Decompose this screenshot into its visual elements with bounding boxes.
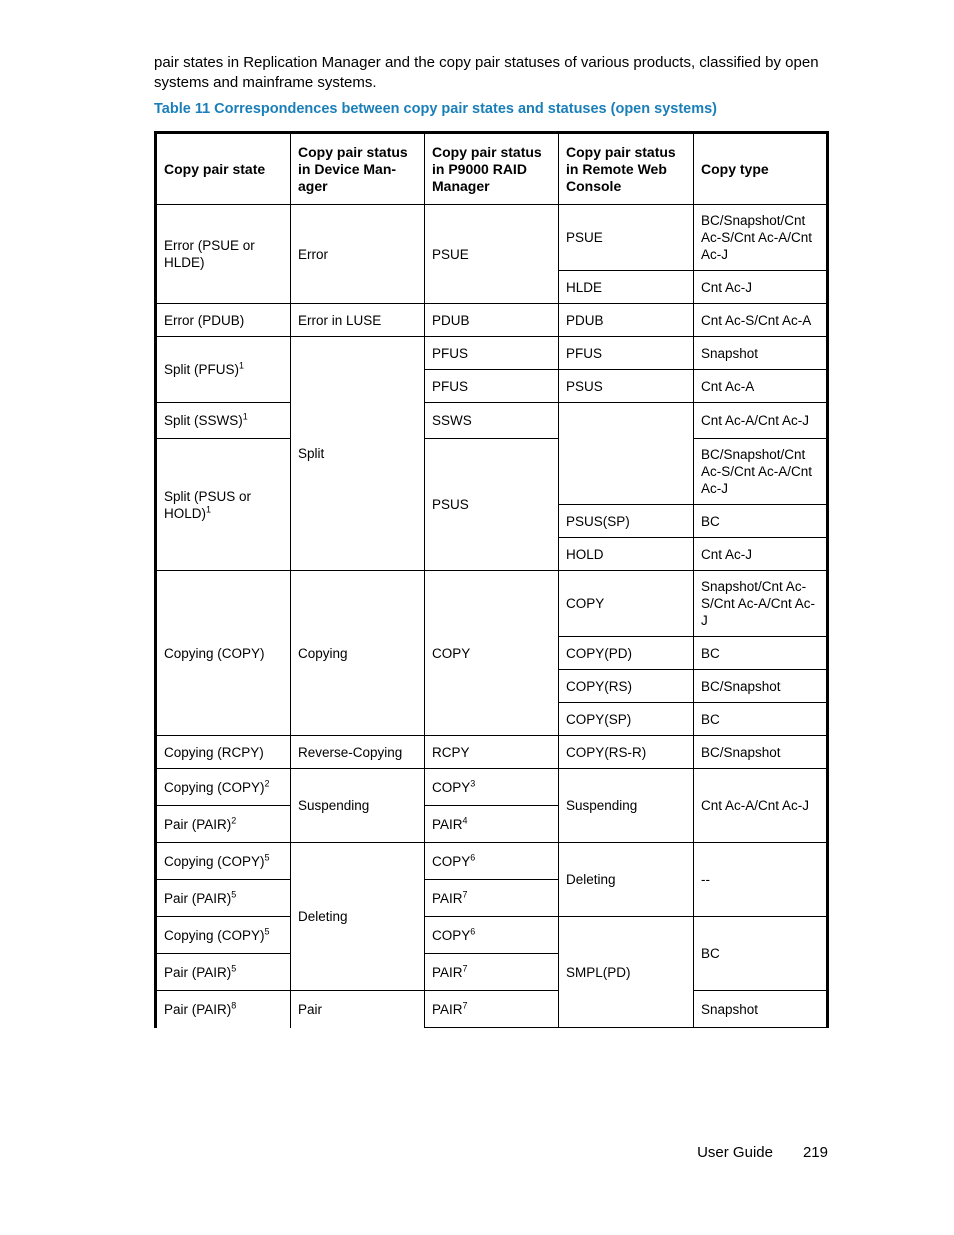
- cell-type: BC/Snapshot/Cnt Ac-S/Cnt Ac-A/Cnt Ac-J: [694, 205, 828, 271]
- cell-type: BC/Snapshot: [694, 736, 828, 769]
- cell-dm: Reverse-Copying: [291, 736, 425, 769]
- cell-dm: Copying: [291, 571, 425, 736]
- cell-rwc: COPY(RS-R): [559, 736, 694, 769]
- cell-rwc: COPY(RS): [559, 670, 694, 703]
- cell-rwc: PDUB: [559, 304, 694, 337]
- table-row: [156, 304, 828, 337]
- cell-rwc: COPY(PD): [559, 637, 694, 670]
- cell-raid: PAIR$^7$: [425, 991, 559, 1028]
- header-device-manager: Copy pair status in Device Man-ager: [291, 133, 425, 205]
- cell-state: Error (PSUE or HLDE): [156, 205, 291, 304]
- cell-rwc: PSUS: [559, 370, 694, 403]
- page-number: 219: [802, 1144, 828, 1161]
- cell-type: Cnt Ac-S/Cnt Ac-A: [694, 304, 828, 337]
- cell-type: Snapshot: [694, 991, 828, 1028]
- cell-raid: PSUS: [425, 439, 559, 571]
- cell-dm: Error in LUSE: [291, 304, 425, 337]
- intro-paragraph: pair states in Replication Manager and the copy pair statuses of various products, classified by open systems and mainframe systems.: [154, 54, 819, 91]
- cell-type: Snapshot/Cnt Ac-S/Cnt Ac-A/Cnt Ac-J: [694, 571, 828, 637]
- cell-type: BC/Snapshot/Cnt Ac-S/Cnt Ac-A/Cnt Ac-J: [694, 439, 828, 505]
- cell-state: Error (PDUB): [156, 304, 291, 337]
- cell-state: Copying (COPY)$^5$: [156, 843, 291, 880]
- cell-rwc: COPY(SP): [559, 703, 694, 736]
- header-remote-web-console: Copy pair status in Remote Web Console: [559, 133, 694, 205]
- cell-rwc: PSUS(SP): [559, 505, 694, 538]
- cell-dm: Pair: [291, 991, 425, 1028]
- cell-rwc: SMPL(PD): [559, 917, 694, 1028]
- cell-rwc: Deleting: [559, 843, 694, 917]
- cell-state: Split (SSWS)$^1$: [156, 403, 291, 439]
- pair-state-table: [154, 131, 829, 1028]
- cell-dm: Suspending: [291, 769, 425, 843]
- cell-raid: COPY$^3$: [425, 769, 559, 806]
- table-row: [156, 991, 828, 1028]
- cell-raid: PAIR$^4$: [425, 806, 559, 843]
- cell-raid: PDUB: [425, 304, 559, 337]
- cell-rwc: COPY: [559, 571, 694, 637]
- table-row: [156, 205, 828, 271]
- cell-raid: PSUE: [425, 205, 559, 304]
- cell-raid: COPY$^6$: [425, 917, 559, 954]
- cell-dm: Split: [291, 337, 425, 571]
- cell-state: Pair (PAIR)$^5$: [156, 880, 291, 917]
- cell-rwc: HOLD: [559, 538, 694, 571]
- table-row: [156, 571, 828, 637]
- table-row: [156, 843, 828, 880]
- cell-type: BC: [694, 703, 828, 736]
- cell-state: Pair (PAIR)$^5$: [156, 954, 291, 991]
- cell-type: BC: [694, 505, 828, 538]
- table-row: [156, 337, 828, 370]
- cell-state: Pair (PAIR)$^8$: [156, 991, 291, 1028]
- table-row: [156, 769, 828, 806]
- table-caption: Table 11 Correspondences between copy pair states and statuses (open systems): [154, 101, 718, 117]
- cell-raid: PAIR$^7$: [425, 954, 559, 991]
- table-row: [156, 403, 828, 439]
- cell-type: BC: [694, 917, 828, 991]
- table-row: [156, 736, 828, 769]
- page-footer: [697, 1144, 828, 1161]
- cell-state: Pair (PAIR)$^2$: [156, 806, 291, 843]
- cell-state: Split (PSUS or HOLD)$^1$: [156, 439, 291, 571]
- cell-raid: PFUS: [425, 370, 559, 403]
- cell-type: Cnt Ac-J: [694, 538, 828, 571]
- cell-type: BC/Snapshot: [694, 670, 828, 703]
- cell-state: Copying (COPY)$^2$: [156, 769, 291, 806]
- header-copy-pair-state: Copy pair state: [156, 133, 291, 205]
- cell-type: Cnt Ac-A/Cnt Ac-J: [694, 769, 828, 843]
- footer-label: User Guide: [697, 1144, 773, 1161]
- cell-dm: Error: [291, 205, 425, 304]
- cell-raid: RCPY: [425, 736, 559, 769]
- cell-raid: COPY$^6$: [425, 843, 559, 880]
- cell-rwc-empty: [559, 403, 694, 505]
- table-row: [156, 917, 828, 954]
- cell-raid: PFUS: [425, 337, 559, 370]
- cell-state: Copying (RCPY): [156, 736, 291, 769]
- cell-state: Split (PFUS)$^1$: [156, 337, 291, 403]
- cell-type: Cnt Ac-A/Cnt Ac-J: [694, 403, 828, 439]
- cell-type: Snapshot: [694, 337, 828, 370]
- cell-type: --: [694, 843, 828, 917]
- cell-dm: Deleting: [291, 843, 425, 991]
- cell-raid: PAIR$^7$: [425, 880, 559, 917]
- cell-type: Cnt Ac-J: [694, 271, 828, 304]
- cell-rwc: Suspending: [559, 769, 694, 843]
- header-raid-manager: Copy pair status in P9000 RAID Manager: [425, 133, 559, 205]
- header-row: [156, 133, 828, 205]
- cell-rwc: PFUS: [559, 337, 694, 370]
- cell-raid: SSWS: [425, 403, 559, 439]
- cell-type: BC: [694, 637, 828, 670]
- cell-type: Cnt Ac-A: [694, 370, 828, 403]
- cell-raid: COPY: [425, 571, 559, 736]
- cell-rwc: HLDE: [559, 271, 694, 304]
- table-row: [156, 439, 828, 505]
- header-copy-type: Copy type: [694, 133, 828, 205]
- cell-state: Copying (COPY)$^5$: [156, 917, 291, 954]
- cell-state: Copying (COPY): [156, 571, 291, 736]
- cell-rwc: PSUE: [559, 205, 694, 271]
